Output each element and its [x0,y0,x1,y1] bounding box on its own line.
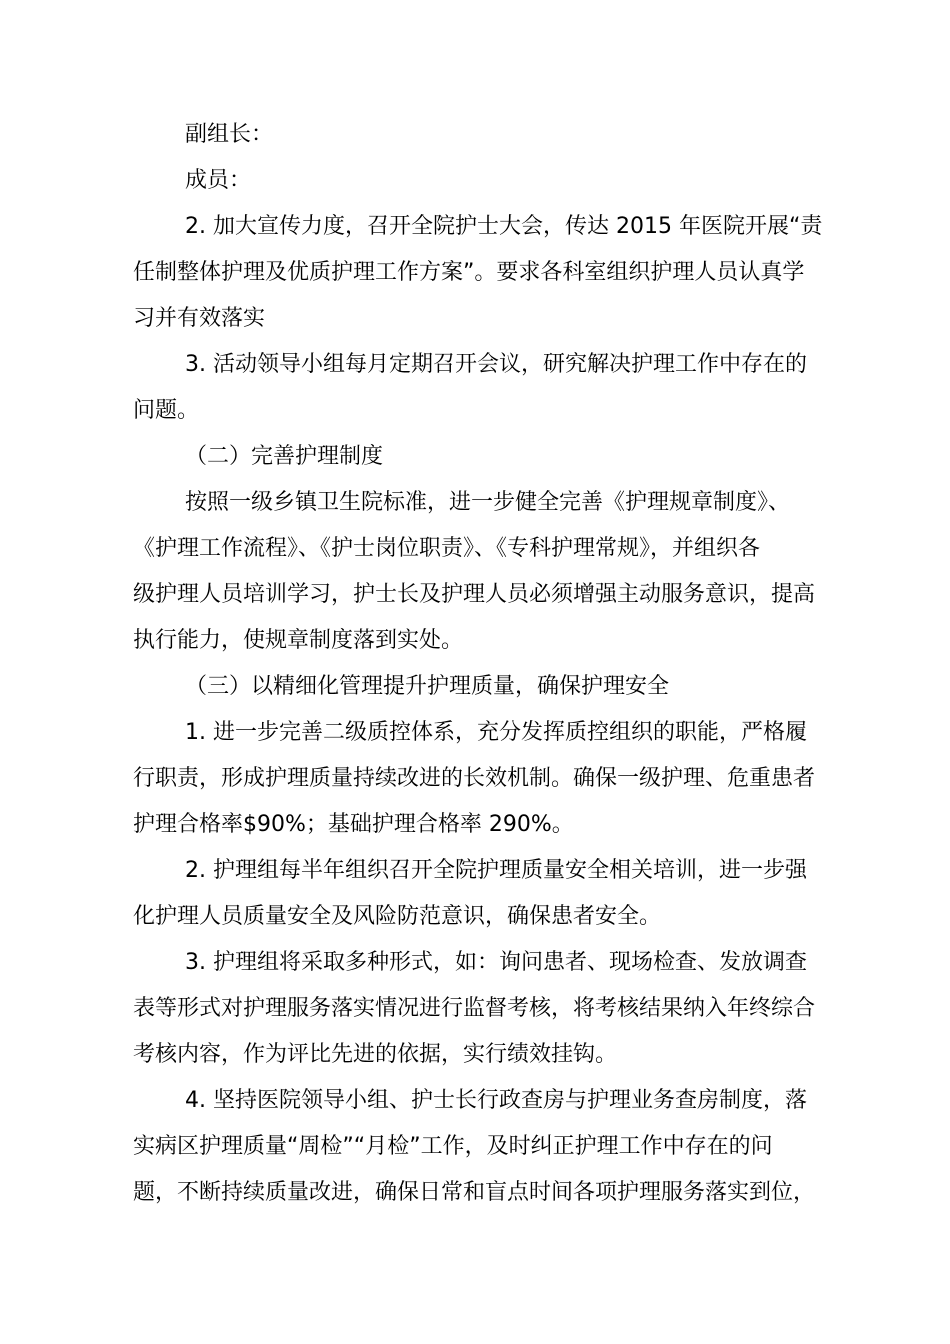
text-line-quality-2b: 化护理人员质量安全及风险防范意识，确保患者安全。 [133,904,662,929]
text-line-quality-3c: 考核内容，作为评比先进的依据，实行绩效挂钩。 [133,1042,618,1067]
text-line-quality-1b: 行职责，形成护理质量持续改进的长效机制。确保一级护理、危重患者 [133,766,816,791]
text-line-standard-3: 级护理人员培训学习，护士长及护理人员必须增强主动服务意识，提高 [133,582,816,607]
text-line-quality-4c: 题，不断持续质量改进，确保日常和盲点时间各项护理服务落实到位， [133,1180,816,1205]
text-line-item-2-end: 习并有效落实 [133,306,266,331]
text-line-quality-1a: 1. 进一步完善二级质控体系，充分发挥质控组织的职能，严格履 [185,720,807,745]
section-heading-3: （三）以精细化管理提升护理质量，确保护理安全 [185,674,670,699]
text-line-quality-1c: 护理合格率$90%；基础护理合格率 290%。 [133,812,574,837]
text-line-quality-3b: 表等形式对护理服务落实情况进行监督考核，将考核结果纳入年终综合 [133,996,816,1021]
text-line-item-3-start: 3. 活动领导小组每月定期召开会议，研究解决护理工作中存在的 [185,352,807,377]
text-line-members: 成员： [185,168,252,193]
text-line-quality-4a: 4. 坚持医院领导小组、护士长行政查房与护理业务查房制度，落 [185,1088,807,1113]
text-line-standard-2: 《护理工作流程》、《护士岗位职责》、《专科护理常规》，并组织各 [133,536,761,561]
text-line-deputy-leader: 副组长： [185,122,274,147]
text-line-standard-1: 按照一级乡镇卫生院标准，进一步健全完善《护理规章制度》、 [185,490,791,515]
text-line-quality-2a: 2. 护理组每半年组织召开全院护理质量安全相关培训，进一步强 [185,858,807,883]
section-heading-2: （二）完善护理制度 [185,444,384,469]
text-line-standard-4: 执行能力，使规章制度落到实处。 [133,628,464,653]
text-line-item-3-end: 问题。 [133,398,200,423]
text-line-item-2-middle: 任制整体护理及优质护理工作方案”。要求各科室组织护理人员认真学 [133,260,805,285]
text-line-item-2-start: 2. 加大宣传力度，召开全院护士大会，传达 2015 年医院开展“责 [185,214,823,239]
text-line-quality-4b: 实病区护理质量“周检”“月检”工作，及时纠正护理工作中存在的问 [133,1134,773,1159]
text-line-quality-3a: 3. 护理组将采取多种形式，如：询问患者、现场检查、发放调查 [185,950,807,975]
